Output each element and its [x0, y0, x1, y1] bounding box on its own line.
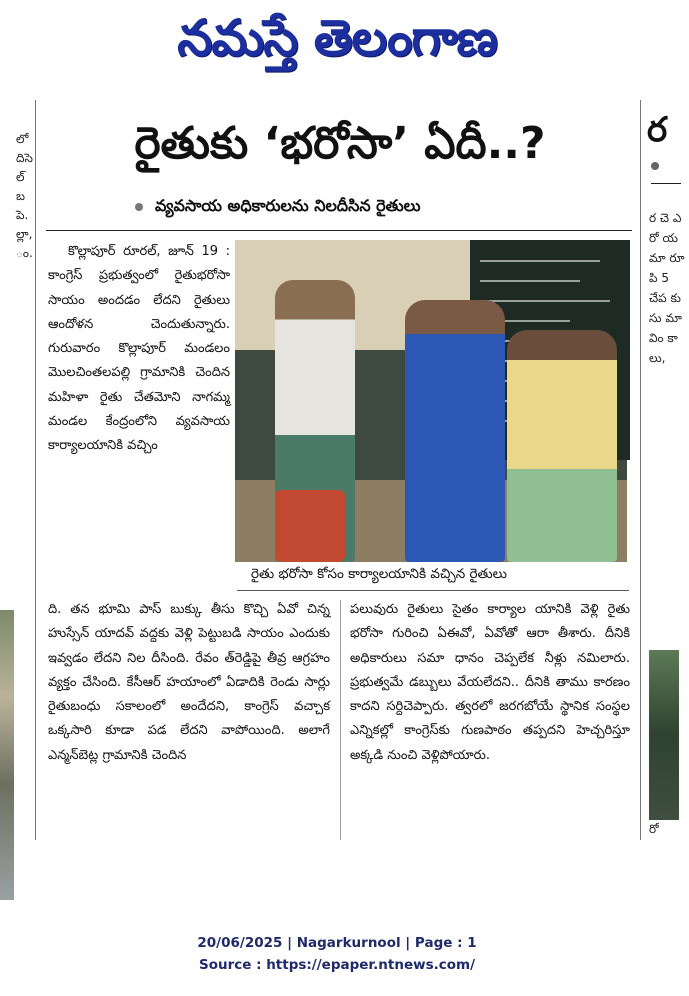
- footer-source-line[interactable]: Source : https://epaper.ntnews.com/: [198, 957, 476, 973]
- article-column-1: [48, 240, 230, 459]
- photo-farmer-woman-blue: [405, 300, 505, 562]
- masthead: [0, 0, 674, 80]
- photo-farmer-woman-yellow: [507, 330, 617, 562]
- column-divider: [340, 600, 341, 840]
- adjacent-left-text: లో దిసె ల్ బ పె. ల్లా, ం.: [16, 132, 33, 260]
- divider: [651, 183, 681, 184]
- adjacent-right-text: ర చె ఎ రో య మా రూ పి 5 చేప కు సు మా విం కా లు,: [649, 211, 685, 365]
- footer-date-line: 20/06/2025 | Nagarkurnool | Page : 1: [197, 935, 477, 951]
- adjacent-column-right: [640, 100, 685, 840]
- page-footer: [0, 932, 674, 976]
- photo-chair: [275, 490, 345, 562]
- article-photo: [235, 240, 627, 562]
- bullet-icon: [651, 162, 659, 170]
- article-text: కొల్లాపూర్ రూరల్, జూన్ 19 : కాంగ్రెస్ ప్రభుత్వంలో రైతుభరోసా సాయం అందడం లేదని రైతులు ఆందోళన చెందుతున్నారు. గురువారం కొల్లాపూర్ మండలం మొలచింతలపల్లి గ్రామానికి చెందిన మహిళా రైతు చేతమోని నాగమ్మ మండల కేంద్రంలోని వ్యవసాయ కార్యాలయానికి వచ్చిం: [48, 244, 230, 454]
- article-headline: రైతుకు ‘భరోసా’ ఏదీ..?: [134, 118, 546, 169]
- adjacent-left-photo: [0, 610, 14, 900]
- adjacent-column-left: [0, 100, 36, 840]
- bullet-icon: [135, 203, 143, 211]
- adjacent-right-caption: రో: [649, 822, 659, 836]
- newspaper-title: నమస్తే తెలంగాణ: [177, 9, 497, 67]
- article-column-2: ది. తన భూమి పాస్ బుక్కు తీసు కొచ్చి ఏవో చిన్న హుస్సేన్ యాదవ్ వద్దకు వెళ్లి పెట్టుబడి సాయం ఎందుకు ఇవ్వడం లేదని నిల దీసింది. రేవం త్‌రెడ్డిపై తీవ్ర ఆగ్రహం వ్యక్తం చేసింది. కేసీఆర్ హయాంలో ఏడాదికి రెండు సార్లు రైతుబంధు సకాలంలో అందేదని, కాంగ్రెస్ వచ్చాక ఒక్కసారి కూడా పడ లేదని వాపోయింది. అలాగే ఎన్మన్‌బెట్ల గ్రామానికి చెందిన: [48, 602, 330, 763]
- subhead-text: వ్యవసాయ అధికారులను నిలదీసిన రైతులు: [155, 196, 421, 215]
- divider: [46, 230, 632, 231]
- divider: [237, 590, 629, 591]
- adjacent-right-headline: ర: [647, 110, 668, 150]
- article-subhead: [135, 196, 615, 219]
- adjacent-right-photo: [649, 650, 679, 820]
- photo-caption: రైతు భరోసా కోసం కార్యాలయానికి వచ్చిన రైతులు: [251, 566, 507, 582]
- article-column-3: పలువురు రైతులు సైతం కార్యాల యానికి వెళ్లి రైతు భరోసా గురించి ఏఈవో, ఏవోతో ఆరా తీశారు. దీనికి అధికారులు సమా ధానం చెప్పలేక నీళ్లు నమిలారు. ప్రభుత్వమే డబ్బులు వేయలేదని.. దీనికి తాము కారణం కాదని సర్దిచెప్పారు. త్వరలో జరగబోయే స్థానిక సంస్థల ఎన్నికల్లో కాంగ్రెస్‌కు గుణపాఠం తప్పదని హెచ్చరిస్తూ అక్కడి నుంచి వెళ్లిపోయారు.: [350, 602, 630, 763]
